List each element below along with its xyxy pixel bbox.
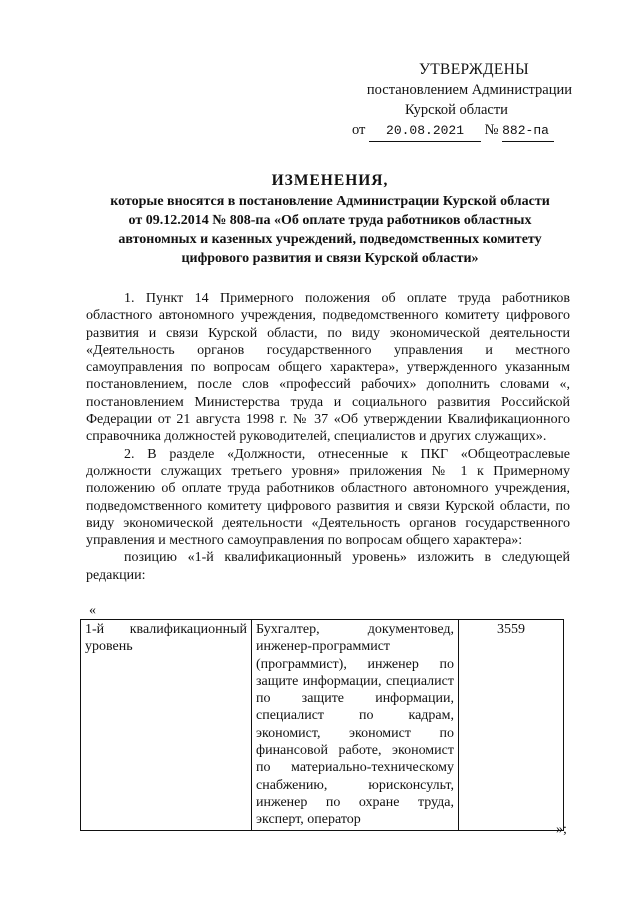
approval-date-line	[352, 120, 584, 142]
body-text	[86, 290, 570, 584]
table-row	[81, 620, 564, 831]
approval-number-field	[502, 120, 554, 142]
changes-subtitle-4: цифрового развития и связи Курской области»	[181, 251, 479, 266]
qualification-level-cell: 1-й квалификационный уровень	[81, 620, 252, 831]
quote-open: «	[89, 603, 96, 618]
approval-line-1: постановлением Администрации	[366, 82, 572, 98]
changes-subtitle-3: автономных и казенных учреждений, подведомственных комитету	[118, 232, 542, 247]
qualification-table	[80, 619, 564, 831]
changes-subtitle-1: которые вносятся в постановление Администрации Курской области	[110, 194, 550, 209]
item-2: 2. В разделе «Должности, отнесенные к ПКГ «Общеотраслевые должности служащих третьего уровня» приложения № 1 к Примерному положению об оплате труда работников областного автономного учреждения, подведомственного комитету цифрового развития и связи Курской области, по виду экономической деятельности «Деятельность органов государственного управления и местного самоуправления по вопросам общего характера»:	[86, 446, 570, 549]
approval-stamp	[352, 60, 584, 142]
approval-title: УТВЕРЖДЕНЫ	[419, 61, 529, 78]
changes-heading	[70, 172, 590, 268]
approval-date-field	[369, 120, 481, 142]
date-prefix: от	[352, 122, 366, 138]
number-prefix: №	[484, 122, 499, 138]
positions-cell: Бухгалтер, документовед, инженер-программист (программист), инженер по защите информации, специалист по защите информации, специалист по кадрам, экономист, экономист по финансовой работе, экономист по материально-техническому снабжению, юрисконсульт, инженер по охране труда, эксперт, оператор	[252, 620, 459, 831]
changes-title: ИЗМЕНЕНИЯ,	[271, 172, 389, 189]
approval-number: 882-па	[502, 123, 549, 138]
item-2-continuation: позицию «1-й квалификационный уровень» изложить в следующей редакции:	[86, 550, 570, 583]
item-1: 1. Пункт 14 Примерного положения об оплате труда работников областного автономного учреждения, подведомственного комитету цифрового развития и связи Курской области, по виду экономической деятельности «Деятельность органов государственного управления и местного самоуправления по вопросам общего характера», утвержденного указанным постановлением, после слов «профессий рабочих» дополнить словами «, постановлением Министерства труда и социального развития Российской Федерации от 21 августа 1998 г. № 37 «Об утверждении Квалификационного справочника должностей руководителей, специалистов и других служащих».	[86, 291, 570, 445]
changes-subtitle-2: от 09.12.2014 № 808-па «Об оплате труда работников областных	[128, 213, 532, 228]
approval-date: 20.08.2021	[386, 123, 465, 138]
approval-line-2: Курской области	[405, 102, 508, 118]
quote-close: »;	[556, 822, 567, 837]
salary-cell: 3559	[459, 620, 564, 831]
